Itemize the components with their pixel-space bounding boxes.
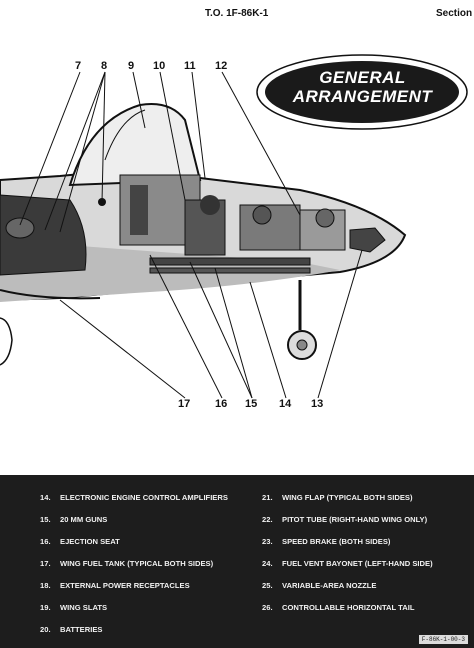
- document-number: T.O. 1F-86K-1: [205, 8, 269, 19]
- legend-item: [262, 553, 433, 575]
- legend-item-number: 24.: [262, 559, 273, 568]
- legend-right-column: [262, 487, 433, 619]
- legend-item: [262, 509, 433, 531]
- figure-title-line2: ARRANGEMENT: [292, 87, 433, 106]
- legend-item-number: 15.: [40, 515, 51, 524]
- legend-item-text: 20 MM GUNS: [60, 515, 108, 524]
- legend-item-number: 20.: [40, 625, 51, 634]
- legend-item: [262, 575, 433, 597]
- legend-item-text: VARIABLE-AREA NOZZLE: [282, 581, 377, 590]
- legend-item-text: WING FUEL TANK (TYPICAL BOTH SIDES): [60, 559, 214, 568]
- legend-item: [40, 597, 228, 619]
- legend-item: [40, 619, 228, 641]
- legend-panel: [0, 475, 474, 648]
- callout-11: 11: [184, 60, 196, 72]
- legend-item-text: SPEED BRAKE (BOTH SIDES): [282, 537, 391, 546]
- legend-item-number: 16.: [40, 537, 51, 546]
- callout-14: 14: [279, 398, 292, 410]
- figure-stamp: F-86K-1-00-3: [419, 635, 468, 644]
- legend-item: [262, 531, 433, 553]
- callout-12: 12: [215, 60, 228, 72]
- legend-item-number: 17.: [40, 559, 51, 568]
- legend-item-text: EJECTION SEAT: [60, 537, 120, 546]
- callout-7: 7: [75, 60, 82, 72]
- legend-item-text: PITOT TUBE (RIGHT-HAND WING ONLY): [282, 515, 428, 524]
- legend-item-number: 22.: [262, 515, 273, 524]
- legend-item-text: WING SLATS: [60, 603, 108, 612]
- legend-item-text: WING FLAP (TYPICAL BOTH SIDES): [282, 493, 413, 502]
- section-label: Section: [436, 8, 473, 19]
- callout-15: 15: [245, 398, 258, 410]
- legend-item: [262, 487, 433, 509]
- legend-item: [40, 553, 228, 575]
- legend-item-text: EXTERNAL POWER RECEPTACLES: [60, 581, 190, 590]
- legend-item-number: 23.: [262, 537, 273, 546]
- legend-item: [40, 531, 228, 553]
- legend-item-number: 14.: [40, 493, 51, 502]
- legend-item-text: CONTROLLABLE HORIZONTAL TAIL: [282, 603, 415, 612]
- figure-title: [270, 68, 455, 106]
- legend-left-column: [40, 487, 228, 641]
- callout-17: 17: [178, 398, 191, 410]
- legend-item-number: 21.: [262, 493, 273, 502]
- legend-item-text: ELECTRONIC ENGINE CONTROL AMPLIFIERS: [60, 493, 228, 502]
- callout-10: 10: [153, 60, 166, 72]
- legend-item: [40, 575, 228, 597]
- callout-16: 16: [215, 398, 228, 410]
- legend-item-text: FUEL VENT BAYONET (LEFT-HAND SIDE): [282, 559, 433, 568]
- callout-9: 9: [128, 60, 135, 72]
- legend-item-number: 26.: [262, 603, 273, 612]
- legend-item: [262, 597, 433, 619]
- legend-item-number: 19.: [40, 603, 51, 612]
- legend-item-text: BATTERIES: [60, 625, 103, 634]
- legend-item: [40, 487, 228, 509]
- figure-title-line1: GENERAL: [319, 68, 406, 87]
- legend-item: [40, 509, 228, 531]
- callout-13: 13: [311, 398, 324, 410]
- callout-8: 8: [101, 60, 108, 72]
- legend-item-number: 18.: [40, 581, 51, 590]
- legend-item-number: 25.: [262, 581, 273, 590]
